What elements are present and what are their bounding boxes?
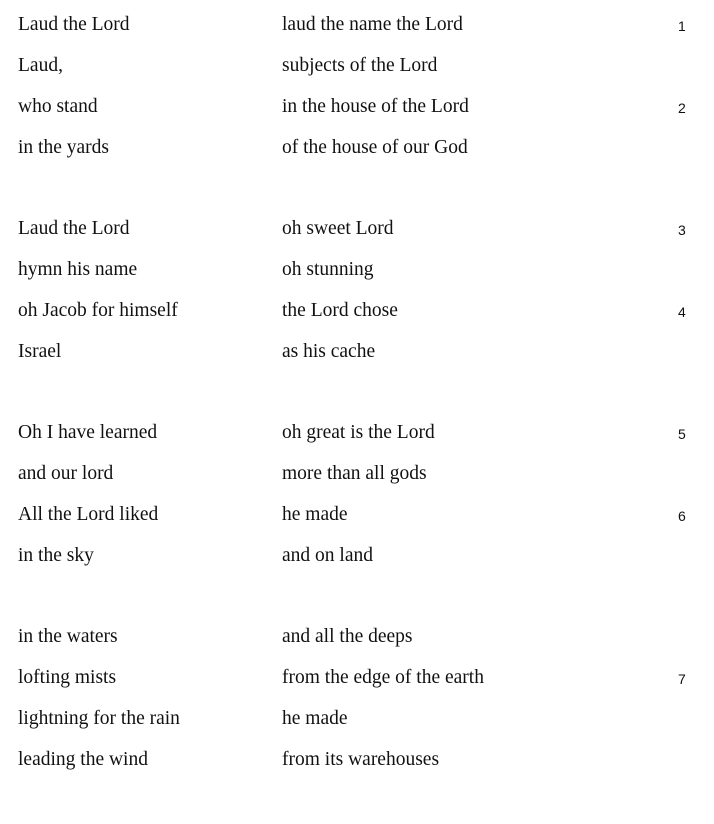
poem-line bbox=[18, 49, 698, 90]
line-second-half: and all the deeps bbox=[282, 626, 413, 647]
stanza bbox=[18, 416, 698, 580]
poem-line bbox=[18, 661, 698, 702]
line-first-half: leading the wind bbox=[18, 749, 148, 770]
line-second-half: oh stunning bbox=[282, 259, 374, 280]
line-first-half: Israel bbox=[18, 341, 62, 362]
verse-number: 3 bbox=[678, 222, 686, 238]
poem-line bbox=[18, 253, 698, 294]
verse-number: 1 bbox=[678, 18, 686, 34]
line-first-half: Oh I have learned bbox=[18, 422, 158, 443]
poem-line bbox=[18, 416, 698, 457]
line-second-half: from the edge of the earth bbox=[282, 667, 484, 688]
line-first-half: Laud the Lord bbox=[18, 14, 130, 35]
poem-line bbox=[18, 743, 698, 784]
stanza bbox=[18, 212, 698, 376]
line-second-half: oh sweet Lord bbox=[282, 218, 394, 239]
poem-line bbox=[18, 335, 698, 376]
poem bbox=[18, 8, 698, 824]
line-first-half: who stand bbox=[18, 96, 98, 117]
stanza bbox=[18, 620, 698, 784]
verse-number: 7 bbox=[678, 671, 686, 687]
line-second-half: laud the name the Lord bbox=[282, 14, 463, 35]
stanza bbox=[18, 8, 698, 172]
poem-line bbox=[18, 8, 698, 49]
verse-number: 6 bbox=[678, 508, 686, 524]
line-first-half: in the waters bbox=[18, 626, 118, 647]
verse-number: 2 bbox=[678, 100, 686, 116]
line-second-half: as his cache bbox=[282, 341, 376, 362]
line-second-half: in the house of the Lord bbox=[282, 96, 469, 117]
line-second-half: of the house of our God bbox=[282, 137, 468, 158]
line-first-half: and our lord bbox=[18, 463, 114, 484]
line-first-half: All the Lord liked bbox=[18, 504, 159, 525]
poem-line bbox=[18, 212, 698, 253]
poem-line bbox=[18, 620, 698, 661]
verse-number: 4 bbox=[678, 304, 686, 320]
line-second-half: subjects of the Lord bbox=[282, 55, 438, 76]
poem-line bbox=[18, 702, 698, 743]
line-first-half: Laud the Lord bbox=[18, 218, 130, 239]
line-second-half: he made bbox=[282, 708, 348, 729]
line-first-half: oh Jacob for himself bbox=[18, 300, 178, 321]
line-first-half: in the sky bbox=[18, 545, 94, 566]
poem-line bbox=[18, 131, 698, 172]
line-first-half: lofting mists bbox=[18, 667, 117, 688]
line-first-half: Laud, bbox=[18, 55, 63, 76]
line-first-half: hymn his name bbox=[18, 259, 138, 280]
verse-number: 5 bbox=[678, 426, 686, 442]
poem-line bbox=[18, 539, 698, 580]
line-second-half: and on land bbox=[282, 545, 373, 566]
line-first-half: lightning for the rain bbox=[18, 708, 180, 729]
line-second-half: he made bbox=[282, 504, 348, 525]
poem-line bbox=[18, 294, 698, 335]
line-second-half: from its warehouses bbox=[282, 749, 440, 770]
poem-line bbox=[18, 457, 698, 498]
poem-line bbox=[18, 498, 698, 539]
line-second-half: the Lord chose bbox=[282, 300, 398, 321]
line-second-half: more than all gods bbox=[282, 463, 427, 484]
line-second-half: oh great is the Lord bbox=[282, 422, 435, 443]
line-first-half: in the yards bbox=[18, 137, 109, 158]
poem-line bbox=[18, 90, 698, 131]
